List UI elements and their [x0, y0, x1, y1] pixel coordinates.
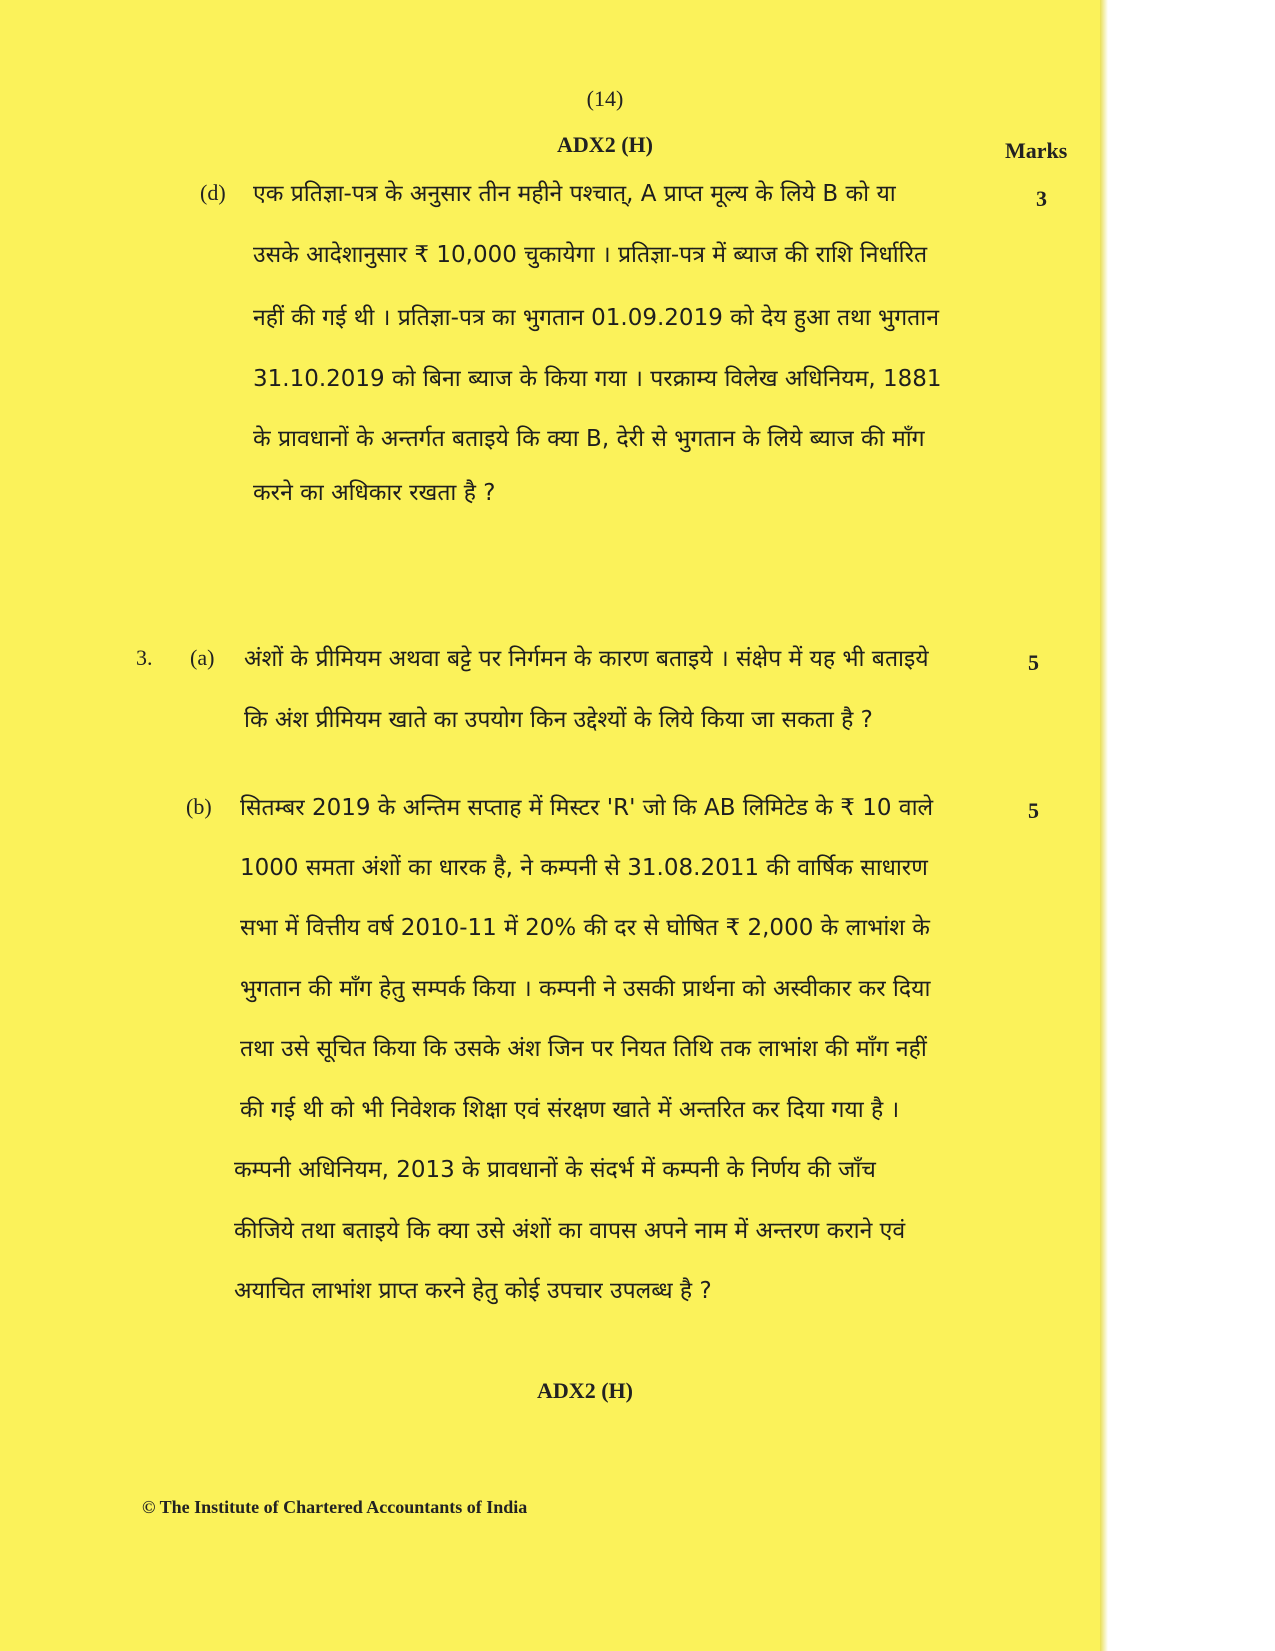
q3a-line-1: अंशों के प्रीमियम अथवा बट्टे पर निर्गमन के कारण बताइये । संक्षेप में यह भी बताइये [244, 646, 929, 672]
paper-code-footer: ADX2 (H) [537, 1378, 633, 1403]
question-number-3: 3. [136, 645, 153, 670]
question-label-d: (d) [200, 180, 226, 205]
page-number: (14) [586, 86, 624, 111]
q2d-line-2: उसके आदेशानुसार ₹ 10,000 चुकायेगा । प्रतिज्ञा-पत्र में ब्याज की राशि निर्धारित [253, 242, 928, 268]
q3b-line-7: कम्पनी अधिनियम, 2013 के प्रावधानों के संदर्भ में कम्पनी के निर्णय की जाँच [234, 1157, 876, 1183]
q3b-line-3: सभा में वित्तीय वर्ष 2010-11 में 20% की दर से घोषित ₹ 2,000 के लाभांश के [240, 915, 930, 941]
paper-code-header: ADX2 (H) [557, 132, 653, 157]
marks-3b: 5 [1028, 798, 1039, 823]
q3b-line-1: सितम्बर 2019 के अन्तिम सप्ताह में मिस्टर 'R' जो कि AB लिमिटेड के ₹ 10 वाले [240, 795, 934, 821]
q2d-line-1: एक प्रतिज्ञा-पत्र के अनुसार तीन महीने पश्चात्, A प्राप्त मूल्य के लिये B को या [253, 181, 896, 207]
copyright-notice: © The Institute of Chartered Accountants of India [142, 1497, 528, 1517]
question-label-a: (a) [190, 645, 215, 670]
question-label-b: (b) [186, 794, 212, 819]
q2d-line-3: नहीं की गई थी । प्रतिज्ञा-पत्र का भुगतान 01.09.2019 को देय हुआ तथा भुगतान [253, 305, 939, 331]
q3b-line-5: तथा उसे सूचित किया कि उसके अंश जिन पर नियत तिथि तक लाभांश की माँग नहीं [240, 1036, 927, 1062]
marks-3a: 5 [1028, 650, 1039, 675]
q3b-line-4: भुगतान की माँग हेतु सम्पर्क किया । कम्पनी ने उसकी प्रार्थना को अस्वीकार कर दिया [240, 976, 931, 1002]
q3b-line-9: अयाचित लाभांश प्राप्त करने हेतु कोई उपचार उपलब्ध है ? [234, 1278, 712, 1304]
q3b-line-2: 1000 समता अंशों का धारक है, ने कम्पनी से 31.08.2011 की वार्षिक साधारण [240, 855, 928, 881]
marks-heading: Marks [1005, 138, 1068, 163]
q2d-line-5: के प्रावधानों के अन्तर्गत बताइये कि क्या B, देरी से भुगतान के लिये ब्याज की माँग [253, 426, 925, 452]
q2d-line-4: 31.10.2019 को बिना ब्याज के किया गया । परक्राम्य विलेख अधिनियम, 1881 [253, 366, 942, 392]
marks-2d: 3 [1036, 186, 1047, 211]
q3b-line-6: की गई थी को भी निवेशक शिक्षा एवं संरक्षण खाते में अन्तरित कर दिया गया है । [240, 1097, 900, 1123]
q3a-line-2: कि अंश प्रीमियम खाते का उपयोग किन उद्देश्यों के लिये किया जा सकता है ? [244, 707, 873, 733]
q3b-line-8: कीजिये तथा बताइये कि क्या उसे अंशों का वापस अपने नाम में अन्तरण कराने एवं [234, 1218, 906, 1244]
q2d-line-6: करने का अधिकार रखता है ? [253, 480, 496, 506]
